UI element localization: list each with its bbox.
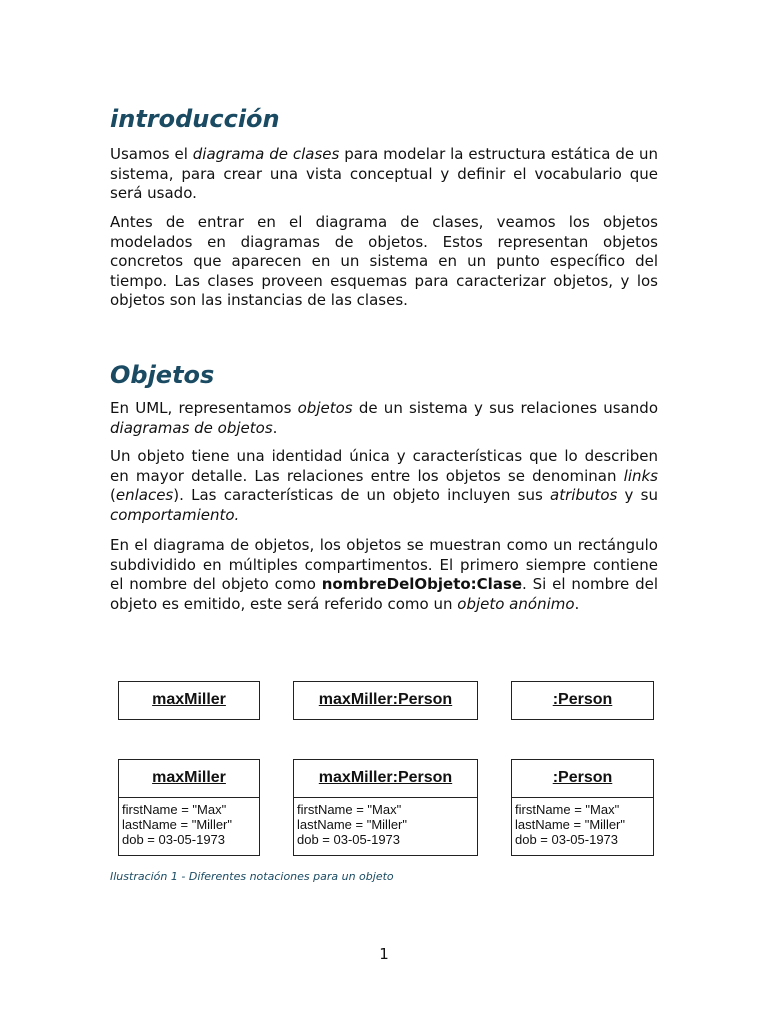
- attribute-line: firstName = "Max": [297, 802, 402, 817]
- text-run: ). Las características de un objeto incluyen sus: [173, 486, 550, 505]
- attribute-line: firstName = "Max": [515, 802, 620, 817]
- attribute-line: lastName = "Miller": [122, 817, 233, 832]
- emphasized-text: diagramas de objetos: [110, 418, 273, 437]
- object-name: maxMiller:Person: [318, 769, 453, 786]
- text-run: de un sistema y sus relaciones usando: [352, 399, 659, 417]
- emphasized-text: atributos: [550, 486, 618, 505]
- text-run: En UML, representamos: [110, 399, 298, 417]
- object-box-maxmiller-person: [293, 681, 478, 720]
- object-attributes: [119, 798, 259, 847]
- emphasized-text: objeto anónimo: [457, 594, 575, 613]
- attribute-line: dob = 03-05-1973: [122, 832, 226, 847]
- objetos-paragraph-1: [110, 399, 658, 438]
- emphasized-text: comportamiento.: [110, 505, 240, 524]
- intro-paragraph-1: [110, 145, 658, 204]
- text-run: Usamos el: [110, 145, 193, 163]
- figure-caption: Ilustración 1 - Diferentes notaciones para un objeto: [110, 870, 394, 883]
- object-box-anonymous-person-attrs: [511, 759, 654, 856]
- text-run: En el diagrama de objetos, los objetos se muestran como un rectángulo subdividido en múltiples compartimentos. El primero siempre contiene el nombre del objeto como: [110, 536, 658, 594]
- object-box-maxmiller-attrs: [118, 759, 260, 856]
- text-run: . Si el nombre del objeto es emitido, este será referido como un: [110, 575, 659, 613]
- object-box-maxmiller: [118, 681, 260, 720]
- object-name: maxMiller:Person: [318, 691, 453, 708]
- attribute-line: firstName = "Max": [122, 802, 227, 817]
- text-run: para modelar la estructura estática de un sistema, para crear una vista conceptual y definir el vocabulario que será usado.: [110, 145, 658, 203]
- section-title-introduccion: introducción: [110, 105, 280, 133]
- text-run: Un objeto tiene una identidad única y características que lo describen en mayor detalle. Las relaciones entre los objetos se denominan: [110, 447, 658, 485]
- object-attributes: [294, 798, 477, 847]
- section-title-objetos: Objetos: [110, 361, 215, 389]
- emphasized-text: diagrama de clases: [192, 145, 340, 163]
- attribute-line: lastName = "Miller": [515, 817, 626, 832]
- object-name: maxMiller: [152, 769, 226, 786]
- object-attributes: [512, 798, 653, 847]
- emphasized-text: links: [623, 466, 658, 485]
- object-box-maxmiller-person-attrs: [293, 759, 478, 856]
- intro-paragraph-2: [110, 213, 658, 311]
- bold-text: nombreDelObjeto:Clase: [321, 575, 523, 594]
- text-run: .: [574, 594, 580, 613]
- text-run: .: [272, 418, 278, 437]
- text-run: y su: [617, 486, 658, 505]
- object-notation-figure: [118, 681, 658, 861]
- object-box-anonymous-person: [511, 681, 654, 720]
- objetos-paragraph-3: [110, 536, 658, 614]
- object-name: :Person: [552, 769, 613, 786]
- attribute-line: lastName = "Miller": [297, 817, 408, 832]
- attribute-line: dob = 03-05-1973: [297, 832, 401, 847]
- attribute-line: dob = 03-05-1973: [515, 832, 619, 847]
- text-run: Antes de entrar en el diagrama de clases, veamos los objetos modelados en diagramas de objetos. Estos representan objetos concretos que aparecen en un sistema en un punto específico del tiempo. Las clases proveen esquemas para caracterizar objetos, y los objetos son las instancias de las clases.: [110, 213, 658, 310]
- emphasized-text: objetos: [297, 399, 353, 417]
- object-name: :Person: [552, 691, 613, 708]
- objetos-paragraph-2: [110, 447, 658, 525]
- text-run: (: [110, 486, 116, 505]
- emphasized-text: enlaces: [115, 486, 174, 505]
- object-name: maxMiller: [152, 691, 226, 708]
- page-number: 1: [379, 945, 389, 963]
